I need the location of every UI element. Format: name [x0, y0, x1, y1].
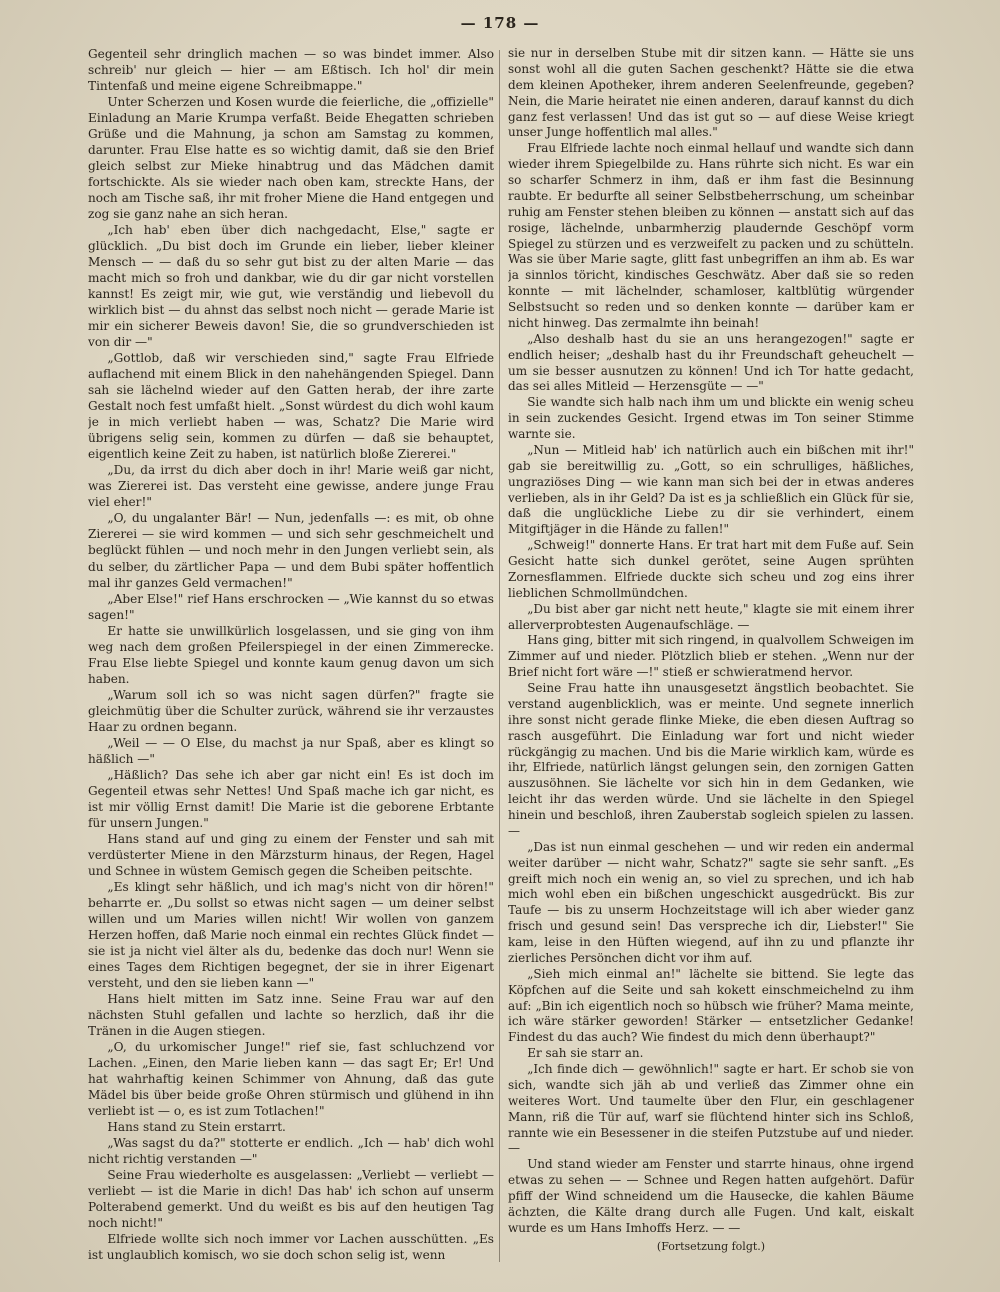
paragraph: Seine Frau hatte ihn unausgesetzt ängstlich beobachtet. Sie verstand augenblicklich, was er meinte. Und segnete innerlich ihre sonst nicht gerade flinke Mieke, die eben diesen Auftrag so rasch ausgeführt. Die Einladung war fort und nicht wieder rückgängig zu machen. Und bis die Marie wirklich kam, würde es ihr, Elfriede, natürlich längst gelungen sein, den zornigen Gatten auszusöhnen. Sie lächelte vor sich hin in dem Gedanken, wie leicht ihr das werden würde. Und sie lächelte in den Spiegel hinein und beschloß, ihren Zauberstab sogleich spielen zu lassen. —: [508, 681, 914, 838]
paragraph: „O, du urkomischer Junge!" rief sie, fast schluchzend vor Lachen. „Einen, den Marie lieben kann — das sagt Er; Er! Und hat wahrhaftig keinen Schimmer von Ahnung, daß das gute Mädel bis über beide große Ohren stürmisch und glühend in ihn verliebt ist — o, es ist zum Totlachen!": [88, 1039, 494, 1119]
paragraph: „Nun — Mitleid hab' ich natürlich auch ein bißchen mit ihr!" gab sie bereitwillig zu. „Gott, so ein schrulliges, häßliches, ungraziöses Ding — wie kann man sich bei der in etwas anderes verlieben, als in ihr Geld? Da ist es ja schließlich ein Glück für sie, daß die unglückliche Liebe zu dir sie verhindert, einem Mitgiftjäger in die Hände zu fallen!": [508, 442, 914, 537]
paragraph: „O, du ungalanter Bär! — Nun, jedenfalls —: es mit, ob ohne Ziererei — sie wird kommen — und sich sehr geschmeichelt und beglückt fühlen — und noch mehr in den Jungen verliebt sein, als du selber, du zärtlicher Papa — und dem Bubi später hoffentlich mal ihr ganzes Geld vermachen!": [88, 511, 494, 590]
paragraph: Hans stand zu Stein erstarrt.: [107, 1120, 286, 1135]
paragraph: Hans stand auf und ging zu einem der Fenster und sah mit verdüsterter Miene in den Märzsturm hinaus, der Regen, Hagel und Schnee in wüstem Gemisch gegen die Scheiben peitschte.: [88, 831, 494, 878]
page-number: — 178 —: [460, 14, 540, 32]
paragraph: „Aber Else!" rief Hans erschrocken — „Wie kannst du so etwas sagen!": [88, 591, 494, 622]
paragraph: „Weil — — O Else, du machst ja nur Spaß, aber es klingt so häßlich —": [88, 735, 494, 766]
paragraph: Er sah sie starr an.: [527, 1046, 644, 1061]
paragraph: „Es klingt sehr häßlich, und ich mag's nicht von dir hören!" beharrte er. „Du sollst so etwas nicht sagen — um deiner selbst willen und um Maries willen nicht! Wir wollen von ganzem Herzen hoffen, daß Marie noch einmal ein rechtes Glück findet — sie ist ja nicht viel älter als du, bedenke das doch nur! Wenn sie eines Tages dem Richtigen begegnet, der sie in ihrer Eigenart versteht, und den sie lieben kann —": [88, 879, 494, 990]
paragraph: „Was sagst du da?" stotterte er endlich. „Ich — hab' dich wohl nicht richtig verstanden —": [88, 1136, 494, 1167]
paragraph: Sie wandte sich halb nach ihm um und blickte ein wenig scheu in sein zuckendes Gesicht. Irgend etwas im Ton seiner Stimme warnte sie.: [508, 395, 914, 441]
paragraph: Frau Elfriede lachte noch einmal hellauf und wandte sich dann wieder ihrem Spiegelbilde zu. Hans rührte sich nicht. Es war ein so scharfer Schmerz in ihm, daß er ihm fast die Besinnung raubte. Er bedurfte all seiner Selbstbeherrschung, um scheinbar ruhig am Fenster stehen bleiben zu können — anstatt sich auf das rosige, lächelnde, unbarmherzig plaudernde Geschöpf vorm Spiegel zu stürzen und es verzweifelt zu packen und zu schütteln. Was sie über Marie sagte, glitt fast unbegriffen an ihm ab. Es war ja sinnlos töricht, kindisches Geschwätz. Aber daß sie so reden konnte — mit lächelnder, schamloser, kaltblütig würgender Selbstsucht so reden und so denken konnte — darüber kam er nicht hinweg. Das zermalmte ihn beinah!: [508, 141, 914, 330]
paragraph: Gegenteil sehr dringlich machen — so was bindet immer. Also schreib' nur gleich — hier — am Eßtisch. Ich hol' dir mein Tintenfaß und meine eigene Schreibmappe.": [88, 47, 494, 94]
paragraph: Unter Scherzen und Kosen wurde die feierliche, die „offizielle" Einladung an Marie Krumpa verfaßt. Beide Ehegatten schrieben Grüße und die Mahnung, ja schon am Samstag zu kommen, darunter. Frau Else hatte es so wichtig damit, daß sie den Brief gleich selbst zur Mieke hinabtrug und das Mädchen damit fortschickte. Als sie wieder nach oben kam, streckte Hans, der noch am Tische saß, ihr mit froher Miene die Hand entgegen und zog sie ganz nahe an sich heran.: [88, 95, 494, 222]
paragraph: Hans ging, bitter mit sich ringend, in qualvollem Schweigen im Zimmer auf und nieder. Plötzlich blieb er stehen. „Wenn nur der Brief nicht fort wäre —!" stieß er schwieratmend hervor.: [508, 633, 914, 680]
right-column: [508, 46, 914, 1270]
paragraph: „Gottlob, daß wir verschieden sind," sagte Frau Elfriede auflachend mit einem Blick in den nahehängenden Spiegel. Dann sah sie lächelnd wieder auf den Gatten herab, der ihre zarte Gestalt noch fest umfaßt hielt. „Sonst würdest du dich wohl kaum je in mich verliebt haben — was, Schatz? Die Marie wird übrigens selig sein, kommen zu dürfen — daß sie behauptet, eigentlich keine Zeit zu haben, ist natürlich bloße Ziererei.": [88, 351, 494, 462]
column-divider: [499, 50, 500, 1262]
paragraph: Und stand wieder am Fenster und starrte hinaus, ohne irgend etwas zu sehen — — Schnee und Regen hatten aufgehört. Dafür pfiff der Wind schneidend um die Hausecke, die kahlen Bäume ächzten, die Kälte drang durch alle Fugen. Und kalt, eiskalt wurde es um Hans Imhoffs Herz. — —: [508, 1157, 914, 1235]
left-column: [88, 46, 494, 1270]
paragraph: „Ich finde dich — gewöhnlich!" sagte er hart. Er schob sie von sich, wandte sich jäh ab und verließ das Zimmer ohne ein weiteres Wort. Und taumelte über den Flur, ein geschlagener Mann, riß die Tür auf, warf sie flüchtend hinter sich ins Schloß, rannte wie ein Besessener in die steifen Putzstube auf und nieder. —: [508, 1062, 914, 1156]
paragraph: Er hatte sie unwillkürlich losgelassen, und sie ging von ihm weg nach dem großen Pfeilerspiegel in der einen Zimmerecke. Frau Else liebte Spiegel und konnte kaum genug davon um sich haben.: [88, 623, 494, 686]
paragraph: „Ich hab' eben über dich nachgedacht, Else," sagte er glücklich. „Du bist doch im Grunde ein lieber, lieber kleiner Mensch — — daß du so sehr gut bist zu der alten Marie — das macht mich so froh und dankbar, wie du dir gar nicht vorstellen kannst! Es zeigt mir, wie gut, wie verständig und liebevoll du wirklich bist — du ahnst das selbst noch nicht — gerade Marie ist mir ein sicherer Beweis davon! Sie, die so grundverschieden ist von dir —": [88, 223, 494, 350]
paragraph: Seine Frau wiederholte es ausgelassen: „Verliebt — verliebt — verliebt — ist die Marie in dich! Das hab' ich schon auf unserm Polterabend gemerkt. Und du weißt es bis auf den heutigen Tag noch nicht!": [88, 1168, 494, 1231]
paragraph: „Sieh mich einmal an!" lächelte sie bittend. Sie legte das Köpfchen auf die Seite und sah kokett einschmeichelnd zu ihm auf: „Bin ich eigentlich noch so hübsch wie früher? Mama meinte, ich wäre stärker geworden! Stärker — entsetzlicher Gedanke! Findest du das auch? Wie findest du mich denn überhaupt?": [508, 966, 914, 1045]
paragraph: sie nur in derselben Stube mit dir sitzen kann. — Hätte sie uns sonst wohl all die guten Sachen geschenkt? Hätte sie die etwa dem kleinen Apotheker, ihrem anderen Seelenfreunde, gegeben? Nein, die Marie heiratet nie einen anderen, darauf kannst du dich ganz fest verlassen! Und das ist gut so — auf diese Weise kriegt unser Junge hoffentlich mal alles.": [508, 46, 914, 140]
paragraph: Hans hielt mitten im Satz inne. Seine Frau war auf den nächsten Stuhl gefallen und lachte so herzlich, daß ihr die Tränen in die Augen stiegen.: [88, 991, 494, 1038]
paragraph: „Das ist nun einmal geschehen — und wir reden ein andermal weiter darüber — nicht wahr, Schatz?" sagte sie sehr sanft. „Es greift mich noch ein wenig an, so viel zu sprechen, und ich hab mich wohl eben ein bißchen ungeschickt ausgedrückt. Bis zur Taufe — bis zu unserm Hochzeitstage will ich aber wieder ganz frisch und gesund sein! Das verspreche ich dir, Liebster!" Sie kam, leise in den Hüften wiegend, auf ihn zu und pflanzte ihr zierliches Persönchen dicht vor ihm auf.: [508, 839, 914, 965]
paragraph: „Du bist aber gar nicht nett heute," klagte sie mit einem ihrer allerverprobtesten Augenaufschläge. —: [508, 601, 914, 632]
paragraph: „Warum soll ich so was nicht sagen dürfen?" fragte sie gleichmütig über die Schulter zurück, während sie ihr verzaustes Haar zu ordnen begann.: [88, 687, 494, 734]
paragraph: „Du, da irrst du dich aber doch in ihr! Marie weiß gar nicht, was Ziererei ist. Das versteht eine gewisse, andere junge Frau viel eher!": [88, 463, 494, 510]
paragraph: „Häßlich? Das sehe ich aber gar nicht ein! Es ist doch im Gegenteil etwas sehr Nettes! Und Spaß mache ich gar nicht, es ist mir völlig Ernst damit! Die Marie ist die geborene Erbtante für unsern Jungen.": [88, 767, 494, 830]
paragraph: „Schweig!" donnerte Hans. Er trat hart mit dem Fuße auf. Sein Gesicht hatte sich dunkel gerötet, seine Augen sprühten Zornesflammen. Elfriede duckte sich scheu und zog eins ihrer lieblichen Schmollmündchen.: [508, 538, 914, 600]
paragraph: Elfriede wollte sich noch immer vor Lachen ausschütten. „Es ist unglaublich komisch, wo sie doch schon selig ist, wenn: [88, 1232, 494, 1263]
paragraph: „Also deshalb hast du sie an uns herangezogen!" sagte er endlich heiser; „deshalb hast du ihr Freundschaft geheuchelt — um sie besser ausnutzen zu können! Und ich Tor hatte gedacht, das sei alles Mitleid — Herzensgüte — —": [508, 331, 914, 394]
continuation-note: (Fortsetzung folgt.): [656, 1239, 766, 1253]
